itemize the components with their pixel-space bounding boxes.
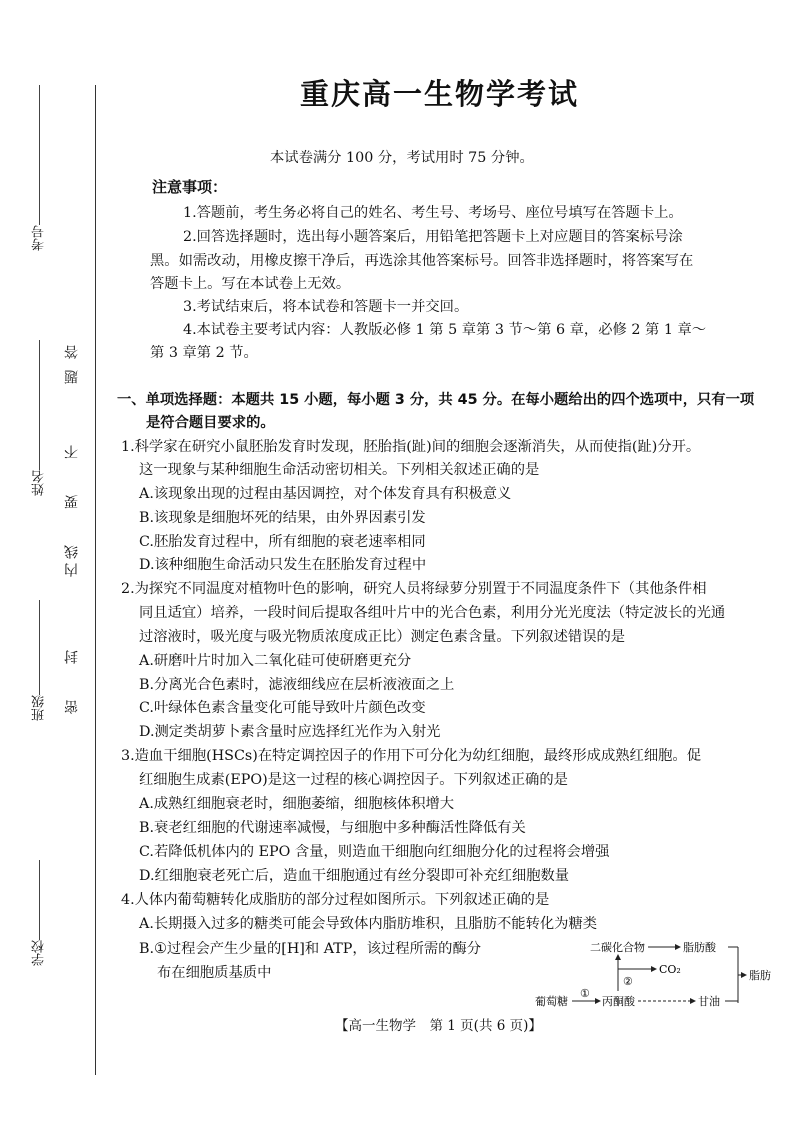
pyruvate-label: 丙酮酸 [602,995,635,1008]
seal-word: 密 [64,700,80,714]
option-c[interactable]: C.若降低机体内的 EPO 含量，则造血干细胞向红细胞分化的过程将会增强 [139,844,610,860]
page-footer: 【高一生物学 第 1 页(共 6 页)】 [335,1018,542,1034]
fatty-acid-label: 脂肪酸 [683,941,716,954]
option-d[interactable]: D.该种细胞生命活动只发生在胚胎发育过程中 [139,557,427,573]
note-line: 第 3 章第 2 节。 [150,345,258,361]
option-a[interactable]: A.研磨叶片时加入二氧化硅可使研磨更充分 [139,653,412,669]
step-2-label: ② [623,975,633,988]
question-stem: 这一现象与某种细胞生命活动密切相关。下列相关叙述正确的是 [139,462,540,478]
seal-word: 封 [64,650,80,664]
note-line: 答题卡上。写在本试卷上无效。 [150,276,351,292]
note-line: 黑。如需改动，用橡皮擦干净后，再选涂其他答案标号。回答非选择题时，将答案写在 [150,253,694,269]
field-school[interactable]: 学校 [30,860,49,966]
fat-label: 脂肪 [749,969,771,982]
seal-word: 要 [64,495,80,509]
option-d[interactable]: D.红细胞衰老死亡后，造血干细胞通过有丝分裂即可补充红细胞数量 [139,868,570,884]
option-c[interactable]: C.胚胎发育过程中，所有细胞的衰老速率相同 [139,534,426,550]
option-b[interactable]: B.①过程会产生少量的[H]和 ATP，该过程所需的酶分 [139,941,482,957]
note-line: 2.回答选择题时，选出每小题答案后，用铅笔把答题卡上对应题目的答案标号涂 [183,229,683,245]
seal-word: 内 [64,563,80,577]
question-stem: 3.造血干细胞(HSCs)在特定调控因子的作用下可分化为幼红细胞，最终形成成熟红细胞。促 [121,748,702,764]
option-c[interactable]: C.叶绿体色素含量变化可能导致叶片颜色改变 [139,700,426,716]
field-class[interactable]: 班级 [30,600,49,721]
binding-margin [0,0,120,1122]
option-b[interactable]: B.该现象是细胞坏死的结果，由外界因素引发 [139,510,426,526]
question-stem: 同且适宜）培养，一段时间后提取各组叶片中的光合色素，利用分光光度法（特定波长的光通 [139,605,726,621]
question-stem: 1.科学家在研究小鼠胚胎发育时发现，胚胎指(趾)间的细胞会逐渐消失，从而使指(趾)分开。 [121,439,701,455]
option-b[interactable]: B.衰老红细胞的代谢速率减慢，与细胞中多种酶活性降低有关 [139,820,526,836]
question-stem: 红细胞生成素(EPO)是这一过程的核心调控因子。下列叙述正确的是 [139,772,568,788]
option-b[interactable]: B.分离光合色素时，滤液细线应在层析液液面之上 [139,677,455,693]
option-a[interactable]: A.该现象出现的过程由基因调控，对个体发育具有积极意义 [139,486,512,502]
notes-heading: 注意事项： [152,178,228,196]
field-name[interactable]: 姓名 [30,340,49,496]
seal-word: 答 [64,345,80,359]
seal-word: 题 [64,370,80,384]
co2-label: CO₂ [659,963,681,976]
option-b-cont: 布在细胞质基质中 [157,965,272,981]
option-a[interactable]: A.长期摄入过多的糖类可能会导致体内脂肪堆积，且脂肪不能转化为糖类 [139,916,598,932]
pathway-diagram [520,935,780,1015]
page-title: 重庆高一生物学考试 [300,77,580,111]
question-stem: 4.人体内葡萄糖转化成脂肪的部分过程如图所示。下列叙述正确的是 [121,892,550,908]
glycerol-label: 甘油 [698,995,720,1008]
field-exam-number[interactable]: 考号 [30,85,49,251]
note-line: 4.本试卷主要考试内容：人教版必修 1 第 5 章第 3 节～第 6 章，必修 2 第 1 章～ [183,322,707,338]
glucose-label: 葡萄糖 [535,995,568,1008]
note-line: 1.答题前，考生务必将自己的姓名、考生号、考场号、座位号填写在答题卡上。 [183,205,683,221]
seal-word: 线 [64,545,80,559]
section-heading-cont: 是符合题目要求的。 [146,415,275,431]
two-carbon-label: 二碳化合物 [590,941,645,954]
option-d[interactable]: D.测定类胡萝卜素含量时应选择红光作为入射光 [139,724,441,740]
section-heading: 一、单项选择题：本题共 15 小题，每小题 3 分，共 45 分。在每小题给出的四个选项中，只有一项 [117,392,755,408]
binding-line [95,85,96,1075]
option-a[interactable]: A.成熟红细胞衰老时，细胞萎缩，细胞核体积增大 [139,796,455,812]
step-1-label: ① [580,987,590,1000]
note-line: 3.考试结束后，将本试卷和答题卡一并交回。 [183,299,469,315]
question-stem: 2.为探究不同温度对植物叶色的影响，研究人员将绿萝分别置于不同温度条件下（其他条件相 [121,581,707,597]
seal-word: 不 [64,445,80,459]
question-stem: 过溶液时，吸光度与吸光物质浓度成正比）测定色素含量。下列叙述错误的是 [139,629,626,645]
subtitle: 本试卷满分 100 分，考试用时 75 分钟。 [270,150,534,166]
